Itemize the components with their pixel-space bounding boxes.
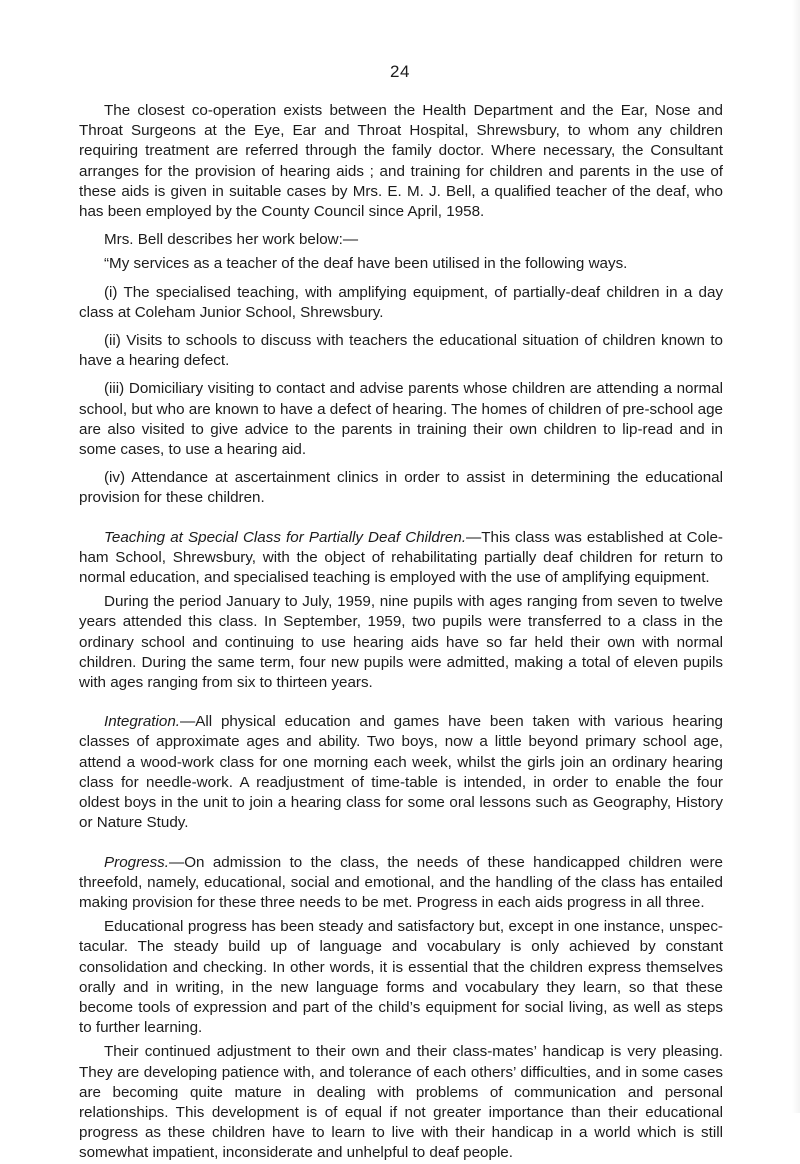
quote-opening-paragraph: “My services as a teacher of the deaf have been utilised in the following ways. bbox=[104, 255, 628, 273]
body-text bbox=[79, 101, 723, 1164]
page-number: 24 bbox=[390, 62, 410, 81]
educational-progress-paragraph: Educational progress has been steady and satisfactory but, except in one instance, unspec-tacular. The steady build up of language and vocabulary is only achieved by constant consolidation and checking. In other words, it is essential that the children express themselves orally and in writing, in the new language forms and vocabulary they learn, so that these become tools of expression and part of the child’s equipment for social living, as well as steps to further learning. bbox=[79, 918, 723, 1037]
progress-section-paragraph bbox=[79, 853, 723, 914]
intro-paragraph: The closest co-operation exists between the Health Department and the Ear, Nose and Throat Surgeons at the Eye, Ear and Throat Hospital, Shrewsbury, to whom any children requiring treatment are referred through the family doctor. Where necessary, the Consultant arranges for the provision of hearing aids ; and training for children and parents in the use of these aids is given in suitable cases by Mrs. E. M. J. Bell, a qualified teacher of the deaf, who has been employed by the County Council since April, 1958. bbox=[79, 102, 723, 221]
teaching-section-text: —This class was established at Cole-ham School, Shrewsbury, with the object of rehabilitating partially deaf children for return to normal education, and specialised teaching is employed with the use of amplifying equipment. bbox=[79, 528, 723, 587]
page-edge-shadow bbox=[792, 0, 800, 1113]
integration-section-heading: Integration. bbox=[104, 713, 180, 731]
list-item-iii: (iii) Domiciliary visiting to contact and advise parents whose children are attending a normal school, but who are known to have a defect of hearing. The homes of children of pre-school age are also visited to give advice to the parents in training their own children to lip-read and in some cases, to use a hearing aid. bbox=[79, 380, 723, 459]
integration-section-paragraph bbox=[79, 712, 723, 833]
list-item-iv: (iv) Attendance at ascertainment clinics in order to assist in determining the educational provision for these children. bbox=[79, 469, 723, 507]
teaching-section-heading: Teaching at Special Class for Partially Deaf Children. bbox=[104, 528, 467, 546]
teaching-followup-paragraph: During the period January to July, 1959, nine pupils with ages ranging from seven to twelve years attended this class. In September, 1959, two pupils were transferred to a class in the ordinary school and continuing to use hearing aids have so far held their own with normal children. During the same term, four new pupils were admitted, making a total of eleven pupils with ages ranging from six to thirteen years. bbox=[79, 593, 723, 692]
progress-section-heading: Progress. bbox=[104, 853, 169, 871]
list-item-i: (i) The specialised teaching, with amplifying equipment, of partially-deaf children in a day class at Coleham Junior School, Shrewsbury. bbox=[79, 283, 723, 321]
bell-intro-paragraph: Mrs. Bell describes her work below:— bbox=[104, 231, 359, 249]
progress-section-text: —On admission to the class, the needs of these handicapped children were threefold, namely, educational, social and emotional, and the handling of the class has entailed making provision for these three needs to be met. Progress in each aids progress in all three. bbox=[79, 853, 723, 911]
integration-section-text: —All physical education and games have been taken with various hearing classes of approximate ages and ability. Two boys, now a little beyond primary school age, attend a wood-work class for one morning each week, whilst the girls join an ordinary hearing class for needle-work. A readjustment of time-table is intended, in order to enable the four oldest boys in the unit to join a hearing class for some oral lessons such as Geography, History or Nature Study. bbox=[79, 713, 723, 832]
list-item-ii: (ii) Visits to schools to discuss with teachers the educational situation of children known to have a hearing defect. bbox=[79, 332, 723, 370]
adjustment-paragraph: Their continued adjustment to their own and their class-mates’ handicap is very pleasing. They are developing patience with, and tolerance of each others’ difficulties, and in some cases are becoming quite mature in dealing with problems of communication and personal relationships. This development is of equal if not greater importance than their educational progress as these children have to learn to live with their handicap in a world which is still somewhat impatient, inconsiderate and unhelpful to deaf people. bbox=[79, 1043, 723, 1162]
teaching-section-paragraph bbox=[79, 528, 723, 589]
